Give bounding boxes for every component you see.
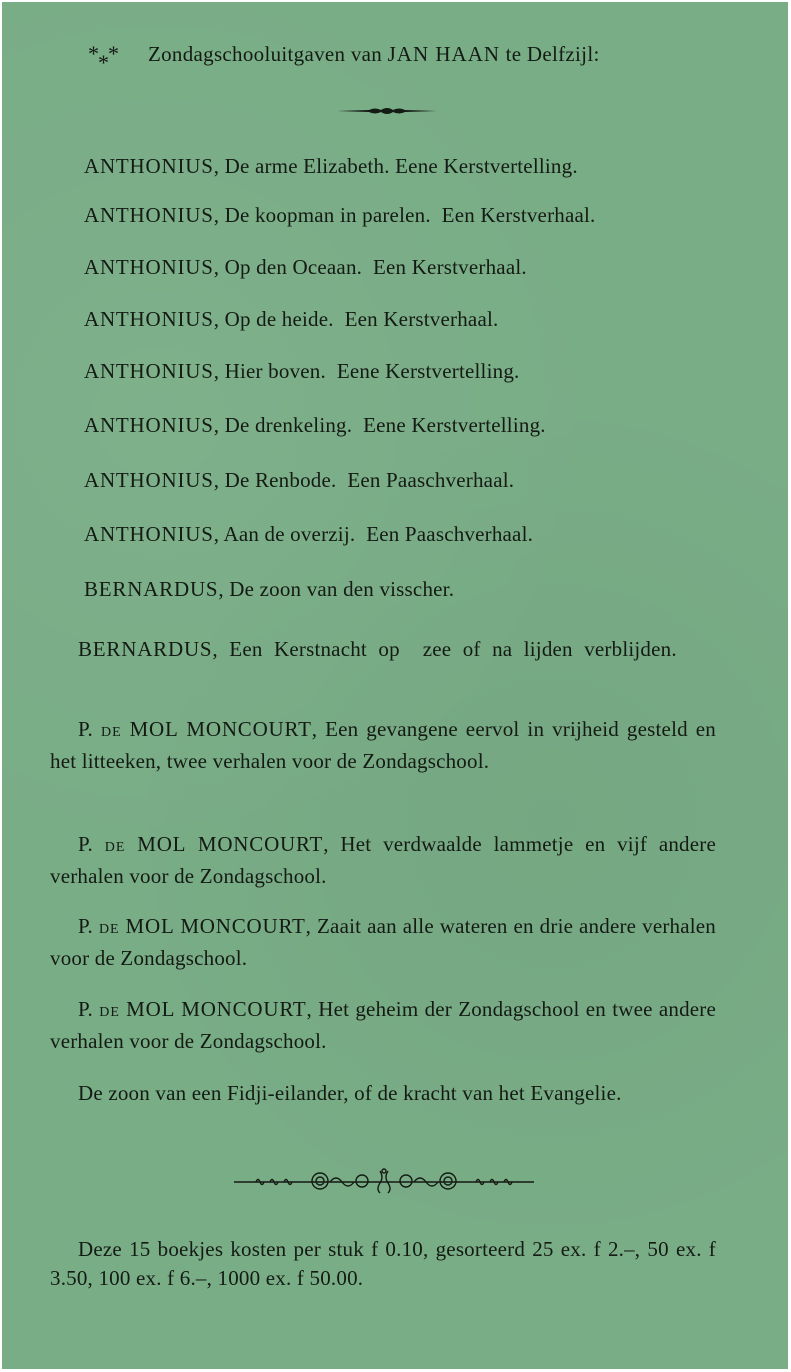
book-title: De zoon van een Fidji-eilander, of de kracht van het Evangelie. [78, 1081, 622, 1105]
author-name: ANTHONIUS [84, 359, 214, 383]
price-note: Deze 15 boekjes kosten per stuk f 0.10, gesorteerd 25 ex. f 2.–, 50 ex. f 3.50, 100 ex. f 6.–, 1000 ex. f 50.00. [50, 1237, 716, 1290]
publication-entry [50, 1079, 716, 1108]
publication-entry: ANTHONIUS, Aan de overzij. Een Paaschverhaal. [84, 522, 534, 546]
header-suffix: te Delfzijl: [505, 42, 600, 66]
publication-entry: P. DE MOL MONCOURT, Het verdwaalde lammetje en vijf andere verhalen voor de Zondagschool. [50, 832, 722, 888]
author-particle: DE [104, 840, 126, 855]
publication-entry: ANTHONIUS, De arme Elizabeth. Eene Kerstvertelling. [84, 154, 578, 178]
book-title: Een gevangene eervol in vrijheid gesteld en het litteeken, twee verhalen voor de Zondagschool. [50, 717, 722, 773]
publication-entry: ANTHONIUS, Op de heide. Een Kerstverhaal. [84, 307, 499, 331]
author-name: ANTHONIUS [84, 203, 214, 227]
author-name: MOL MONCOURT [126, 997, 307, 1021]
author-name: ANTHONIUS [84, 307, 214, 331]
book-title: Het verdwaalde lammetje en vijf andere verhalen voor de Zondagschool. [50, 832, 722, 888]
author-name: BERNARDUS [78, 637, 213, 661]
author-name: ANTHONIUS [84, 522, 214, 546]
book-title: Op de heide. Een Kerstverhaal. [224, 307, 499, 331]
author-name: ANTHONIUS [84, 468, 214, 492]
publication-entry: ANTHONIUS, Hier boven. Eene Kerstvertelling. [84, 359, 520, 383]
publication-entry: P. DE MOL MONCOURT, Een gevangene eervol in vrijheid gesteld en het litteeken, twee verhalen voor de Zondagschool. [50, 717, 722, 773]
book-title: Aan de overzij. Een Paaschverhaal. [223, 522, 534, 546]
page-header [88, 41, 738, 75]
publication-entry: ANTHONIUS, De drenkeling. Eene Kerstvertelling. [84, 413, 546, 437]
author-name: ANTHONIUS [84, 255, 214, 279]
book-title: De arme Elizabeth. Eene Kerstvertelling. [224, 154, 578, 178]
book-title: De zoon van den visscher. [229, 577, 455, 601]
author-initial: P. [78, 717, 94, 741]
publication-entry: P. DE MOL MONCOURT, Zaait aan alle wateren en drie andere verhalen voor de Zondagschool. [50, 914, 722, 970]
publication-entry: BERNARDUS, De zoon van den visscher. [84, 577, 455, 601]
printed-page [2, 2, 788, 1369]
book-title: Zaait aan alle wateren en drie andere verhalen voor de Zondagschool. [50, 914, 722, 970]
book-title: De Renbode. Een Paaschverhaal. [224, 468, 515, 492]
publication-entry: ANTHONIUS, De koopman in parelen. Een Kerstverhaal. [84, 203, 596, 227]
author-name: BERNARDUS [84, 577, 219, 601]
author-particle: DE [100, 725, 122, 740]
author-name: ANTHONIUS [84, 413, 214, 437]
divider-flourish-ornate-icon [234, 1167, 534, 1197]
book-title: Hier boven. Eene Kerstvertelling. [224, 359, 520, 383]
publication-entry: ANTHONIUS, Op den Oceaan. Een Kerstverhaal. [84, 255, 527, 279]
publication-entry: BERNARDUS, Een Kerstnacht op zee of na lijden verblijden. [78, 637, 677, 661]
book-title: Het geheim der Zondagschool en twee andere verhalen voor de Zondagschool. [50, 997, 722, 1053]
author-initial: P. [78, 997, 94, 1021]
book-title: Op den Oceaan. Een Kerstverhaal. [224, 255, 527, 279]
author-name: MOL MONCOURT [137, 832, 324, 856]
asterism-icon: * * * [88, 41, 120, 75]
author-particle: DE [98, 922, 120, 937]
author-initial: P. [78, 832, 94, 856]
book-title: De koopman in parelen. Een Kerstverhaal. [224, 203, 596, 227]
header-prefix: Zondagschooluitgaven van [148, 42, 383, 66]
book-title: De drenkeling. Eene Kerstvertelling. [224, 413, 546, 437]
author-initial: P. [78, 914, 94, 938]
author-name: MOL MONCOURT [125, 914, 306, 938]
author-particle: DE [99, 1005, 120, 1020]
publication-entry: P. DE MOL MONCOURT, Het geheim der Zondagschool en twee andere verhalen voor de Zondagschool. [50, 997, 722, 1053]
divider-flourish-small-icon [337, 105, 437, 117]
publisher-name: JAN HAAN [387, 42, 501, 66]
book-title: Een Kerstnacht op zee of na lijden verblijden. [229, 637, 677, 661]
publication-entry: ANTHONIUS, De Renbode. Een Paaschverhaal. [84, 468, 515, 492]
author-name: ANTHONIUS [84, 154, 214, 178]
author-name: MOL MONCOURT [129, 717, 312, 741]
